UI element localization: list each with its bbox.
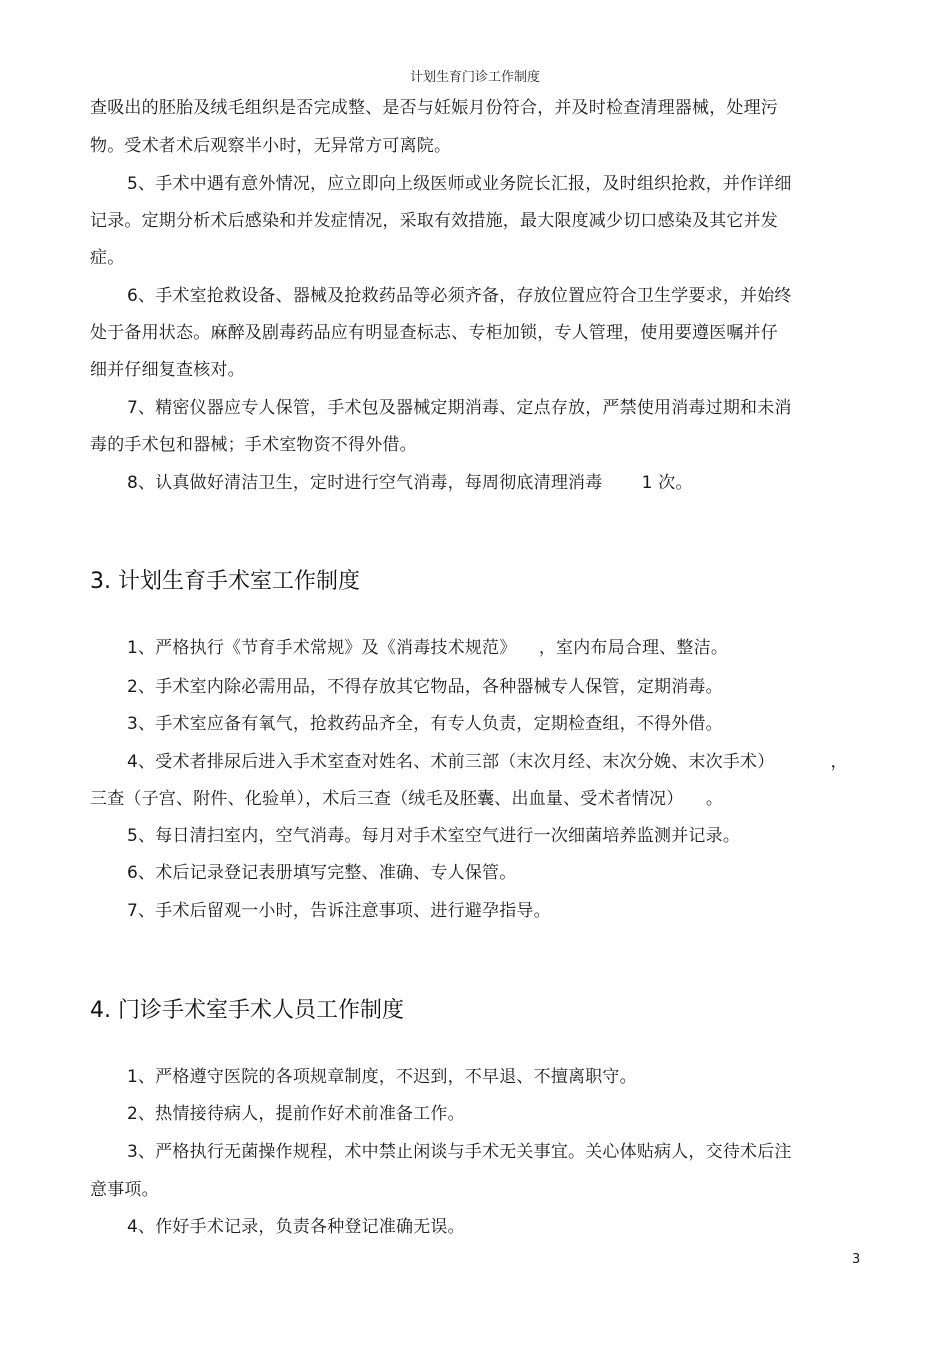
rule-item-3: 3、手术室应备有氧气，抢救药品齐全，有专人负责，定期检查组，不得外借。 (127, 714, 723, 734)
paragraph-line: 细并仔细复查核对。 (90, 360, 245, 380)
rule-item-6: 6、术后记录登记表册填写完整、准确、专人保管。 (127, 863, 517, 883)
rule-item-1: 1、严格执行《节育手术常规》及《消毒技术规范》 ，室内布局合理、整洁。 (127, 638, 729, 658)
paragraph-line: 记录。定期分析术后感染和并发症情况，采取有效措施，最大限度减少切口感染及其它并发 (90, 211, 778, 231)
rule-item-1: 1、严格遵守医院的各项规章制度，不迟到，不早退、不擅离职守。 (127, 1067, 637, 1087)
paragraph-line: 症。 (90, 248, 125, 268)
rule-item-4: 4、受术者排尿后进入手术室查对姓名、术前三部（末次月经、末次分娩、末次手术） ， (127, 752, 848, 772)
rule-item-7: 7、精密仪器应专人保管，手术包及器械定期消毒、定点存放，严禁使用消毒过期和未消 (127, 398, 792, 418)
rule-item-2: 2、热情接待病人，提前作好术前准备工作。 (127, 1104, 465, 1124)
rule-item-7: 7、手术后留观一小时，告诉注意事项、进行避孕指导。 (127, 901, 551, 921)
paragraph-line: 查吸出的胚胎及绒毛组织是否完成整、是否与妊娠月份符合，并及时检查清理器械，处理污 (90, 98, 778, 118)
rule-item-5: 5、手术中遇有意外情况，应立即向上级医师或业务院长汇报，及时组织抢救，并作详细 (127, 174, 792, 194)
rule-item-3: 3、严格执行无菌操作规程，术中禁止闲谈与手术无关事宜。关心体贴病人，交待术后注 (127, 1142, 792, 1162)
paragraph-line: 意事项。 (90, 1180, 159, 1200)
section-heading-3: 3. 计划生育手术室工作制度 (90, 569, 360, 594)
paragraph-line: 物。受术者术后观察半小时，无异常方可离院。 (90, 136, 452, 156)
paragraph-line: 三查（子宫、附件、化验单），术后三查（绒毛及胚囊、出血量、受术者情况） 。 (90, 789, 724, 809)
paragraph-line: 毒的手术包和器械；手术室物资不得外借。 (90, 435, 417, 455)
rule-item-6: 6、手术室抢救设备、器械及抢救药品等必须齐备，存放位置应符合卫生学要求，并始终 (127, 286, 792, 306)
rule-item-8: 8、认真做好清洁卫生，定时进行空气消毒，每周彻底清理消毒 1 次。 (127, 473, 693, 493)
paragraph-line: 处于备用状态。麻醉及剧毒药品应有明显查标志、专柜加锁，专人管理，使用要遵医嘱并仔 (90, 323, 778, 343)
page-number: 3 (852, 1252, 861, 1267)
section-heading-4: 4. 门诊手术室手术人员工作制度 (90, 998, 404, 1023)
rule-item-4: 4、作好手术记录，负责各种登记准确无误。 (127, 1217, 465, 1237)
rule-item-5: 5、每日清扫室内，空气消毒。每月对手术室空气进行一次细菌培养监测并记录。 (127, 826, 741, 846)
rule-item-2: 2、手术室内除必需用品，不得存放其它物品，各种器械专人保管，定期消毒。 (127, 677, 723, 697)
page-header-title: 计划生育门诊工作制度 (409, 70, 540, 85)
